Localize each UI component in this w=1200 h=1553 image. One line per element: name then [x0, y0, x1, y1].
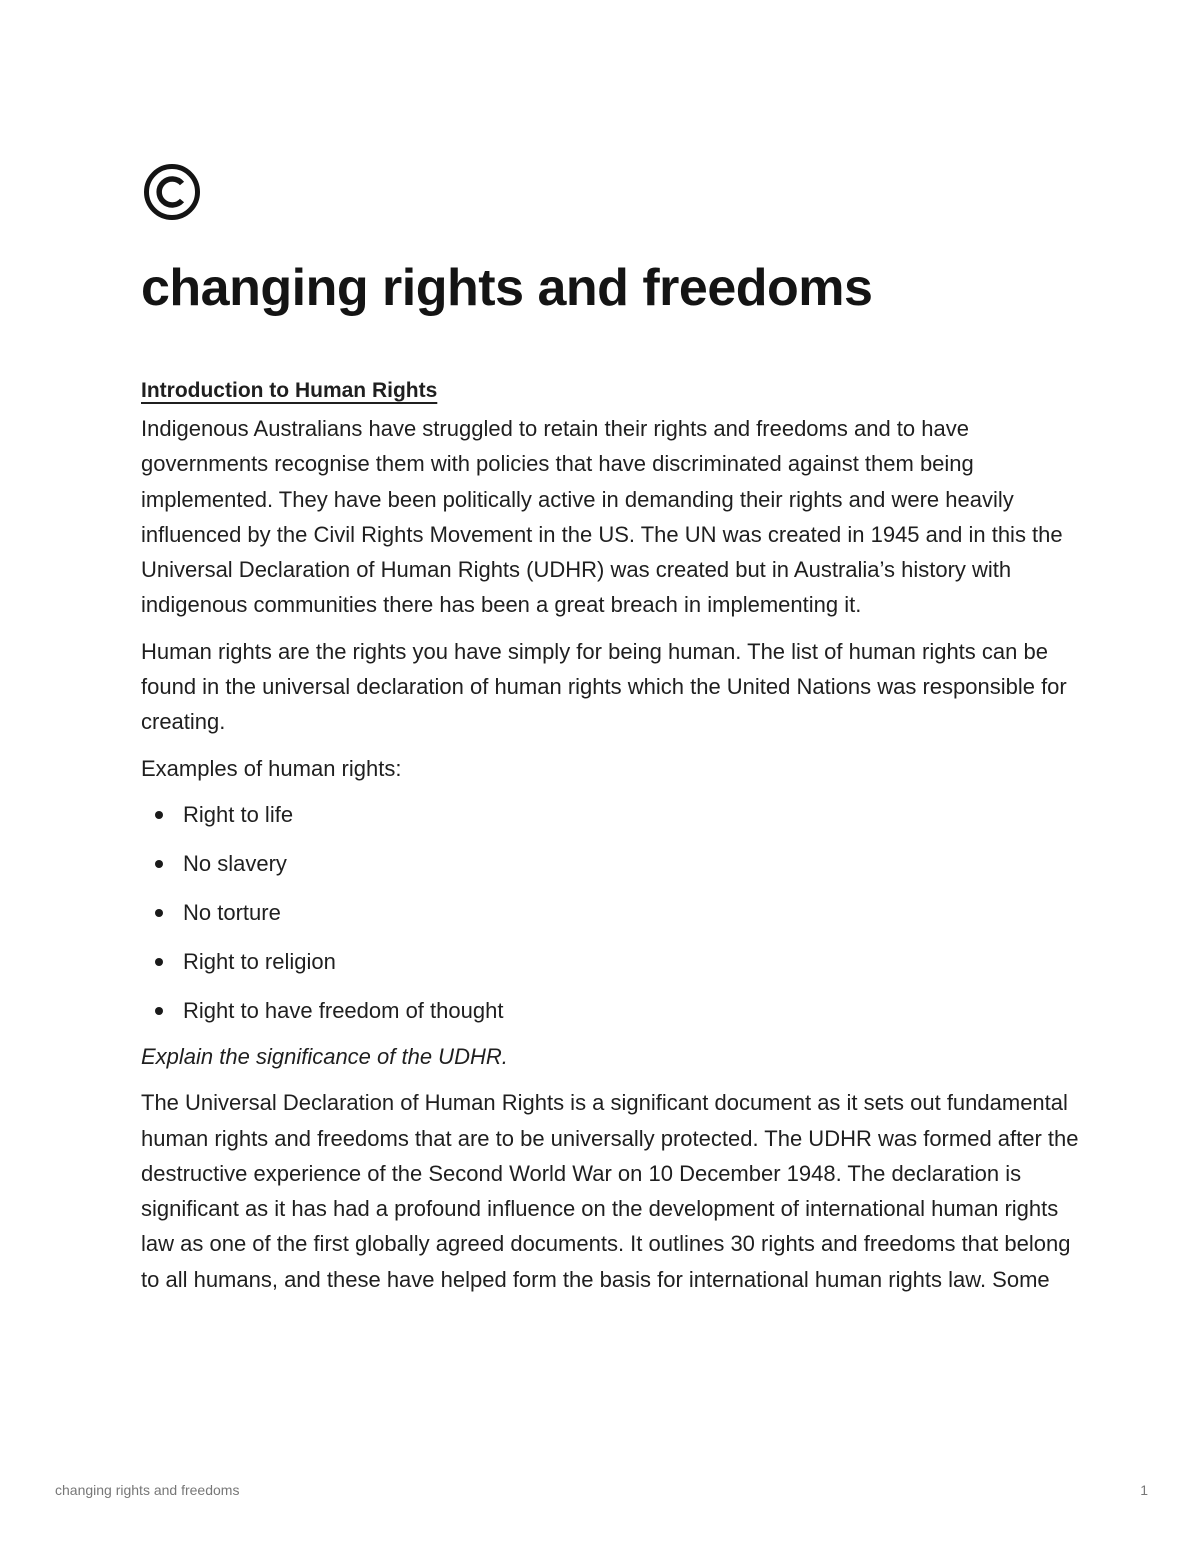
paragraph-udhr-significance: The Universal Declaration of Human Rights is a significant document as it sets out fundamental human rights and freedoms that are to be universally protected. The UDHR was formed after the destructive experience of the Second World War on 10 December 1948. The declaration is significant as it has had a profound influence on the development of international human rights law as one of the first globally agreed documents. It outlines 30 rights and freedoms that belong to all humans, and these have helped form the basis for international human rights law. Some [141, 1090, 1079, 1292]
list-item [141, 993, 1081, 1028]
bullet-icon [155, 909, 163, 917]
footer-page-number: 1 [1140, 1482, 1148, 1498]
page-title: changing rights and freedoms [141, 259, 873, 317]
list-item-text: No slavery [183, 850, 287, 876]
list-item-text: Right to life [183, 801, 294, 827]
paragraph-intro: Indigenous Australians have struggled to retain their rights and freedoms and to have governments recognise them with policies that have discriminated against them being implemented. They have been politically active in demanding their rights and were heavily influenced by the Civil Rights Movement in the US. The UN was created in 1945 and in this the Universal Declaration of Human Rights (UDHR) was created but in Australia’s history with indigenous communities there has been a great breach in implementing it. [141, 416, 1063, 618]
bullet-icon [155, 860, 163, 868]
list-item [141, 797, 1081, 832]
paragraph-definition: Human rights are the rights you have simply for being human. The list of human rights can be found in the universal declaration of human rights which the United Nations was responsible for creating. [141, 638, 1067, 735]
section-heading: Introduction to Human Rights [141, 379, 438, 402]
question-prompt: Explain the significance of the UDHR. [141, 1043, 508, 1069]
examples-list [141, 797, 1081, 1028]
copyright-icon [143, 163, 201, 221]
list-item [141, 895, 1081, 930]
list-item [141, 944, 1081, 979]
paragraph-examples-label: Examples of human rights: [141, 755, 402, 781]
footer-title: changing rights and freedoms [55, 1482, 240, 1498]
bullet-icon [155, 958, 163, 966]
bullet-icon [155, 811, 163, 819]
list-item [141, 846, 1081, 881]
list-item-text: Right to have freedom of thought [183, 997, 504, 1023]
page-content [141, 372, 1081, 1308]
list-item-text: No torture [183, 899, 281, 925]
bullet-icon [155, 1007, 163, 1015]
list-item-text: Right to religion [183, 948, 336, 974]
